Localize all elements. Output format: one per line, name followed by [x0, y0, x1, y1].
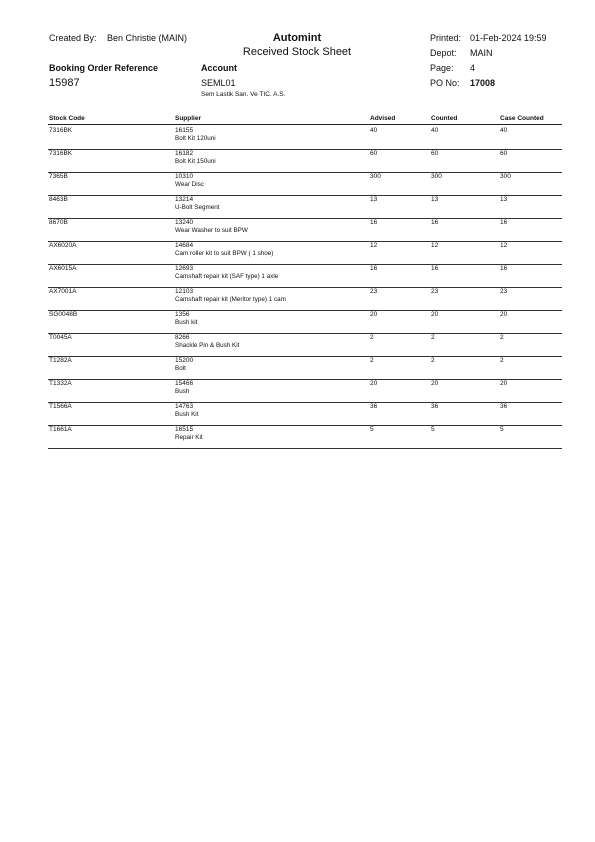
stock-code-cell: 8463B — [49, 196, 68, 203]
stock-code-cell: SG0048B — [49, 311, 78, 318]
depot-label: Depot: — [430, 48, 457, 58]
supplier-cell — [175, 265, 278, 281]
stock-code-cell: T1282A — [49, 357, 72, 364]
table-row — [48, 333, 562, 357]
counted-cell: 2 — [431, 357, 435, 364]
counted-cell: 16 — [431, 265, 439, 272]
supplier-number: 15200 — [175, 357, 194, 364]
supplier-number: 12693 — [175, 265, 194, 272]
booking-ref-label: Booking Order Reference — [49, 63, 159, 73]
item-description: Bolt Kit 150uni — [175, 158, 216, 165]
item-description: Bush Kit — [175, 411, 199, 418]
counted-cell: 20 — [431, 311, 439, 318]
stock-code-cell: 7316BK — [49, 150, 73, 157]
case-counted-cell: 36 — [500, 403, 508, 410]
account-name: Sem Lastik San. Ve TIC. A.S. — [201, 91, 286, 98]
case-counted-cell: 16 — [500, 265, 508, 272]
advised-cell: 300 — [370, 173, 381, 180]
item-description: Bolt — [175, 365, 186, 372]
page-value: 4 — [470, 63, 476, 73]
case-counted-cell: 2 — [500, 357, 504, 364]
counted-cell: 16 — [431, 219, 439, 226]
table-row — [48, 425, 562, 449]
counted-cell: 20 — [431, 380, 439, 387]
counted-cell: 12 — [431, 242, 439, 249]
po-value: 17008 — [470, 78, 496, 88]
advised-cell: 60 — [370, 150, 378, 157]
page-label: Page: — [430, 63, 454, 73]
supplier-number: 16155 — [175, 127, 194, 134]
supplier-number: 12103 — [175, 288, 194, 295]
stock-code-cell: 8670B — [49, 219, 68, 226]
item-description: Wear Disc — [175, 181, 204, 188]
advised-cell: 20 — [370, 311, 378, 318]
supplier-number: 16515 — [175, 426, 194, 433]
case-counted-cell: 300 — [500, 173, 511, 180]
advised-cell: 2 — [370, 334, 374, 341]
supplier-number: 15466 — [175, 380, 194, 387]
item-description: Camshaft repair kit (SAF type) 1 axle — [175, 273, 279, 280]
advised-cell: 20 — [370, 380, 378, 387]
printed-value: 01-Feb-2024 19:59 — [470, 33, 547, 43]
advised-cell: 16 — [370, 219, 378, 226]
stock-code-cell: AX6015A — [49, 265, 77, 272]
case-counted-cell: 12 — [500, 242, 508, 249]
case-counted-cell: 16 — [500, 219, 508, 226]
company-name: Automint — [272, 32, 322, 44]
created-by-label: Created By: — [49, 33, 97, 43]
account-code: SEML01 — [201, 78, 236, 88]
advised-cell: 16 — [370, 265, 378, 272]
table-row — [48, 264, 562, 288]
counted-cell: 60 — [431, 150, 439, 157]
stock-code-cell: 7316BK — [49, 127, 73, 134]
table-row — [48, 379, 562, 403]
item-description: Bush — [175, 388, 190, 395]
supplier-cell — [175, 219, 248, 235]
stock-code-cell: 7365B — [49, 173, 68, 180]
supplier-cell — [175, 426, 203, 442]
case-counted-cell: 23 — [500, 288, 508, 295]
header-divider — [48, 124, 562, 125]
counted-cell: 300 — [431, 173, 442, 180]
column-header-supplier: Supplier — [175, 115, 202, 122]
table-row — [48, 287, 562, 311]
table-row — [48, 241, 562, 265]
stock-code-cell: AX7001A — [49, 288, 77, 295]
table-row — [48, 402, 562, 426]
supplier-cell — [175, 380, 193, 396]
stock-code-cell: T1332A — [49, 380, 72, 387]
column-header-advised: Advised — [370, 115, 396, 122]
table-row — [48, 310, 562, 334]
supplier-number: 8266 — [175, 334, 190, 341]
item-description: Repair Kit — [175, 434, 203, 441]
item-description: Cam roller kit to suit BPW ( 1 shoe) — [175, 250, 274, 257]
supplier-cell — [175, 242, 273, 258]
stock-code-cell: T1566A — [49, 403, 72, 410]
supplier-cell — [175, 288, 286, 304]
column-header-counted: Counted — [431, 115, 458, 122]
supplier-number: 13240 — [175, 219, 194, 226]
supplier-cell — [175, 127, 216, 143]
case-counted-cell: 40 — [500, 127, 508, 134]
stock-code-cell: T1661A — [49, 426, 72, 433]
advised-cell: 5 — [370, 426, 374, 433]
advised-cell: 2 — [370, 357, 374, 364]
item-description: Bush kit — [175, 319, 198, 326]
supplier-cell — [175, 357, 193, 373]
counted-cell: 5 — [431, 426, 435, 433]
table-row — [48, 126, 562, 150]
supplier-cell — [175, 403, 198, 419]
advised-cell: 12 — [370, 242, 378, 249]
table-row — [48, 218, 562, 242]
column-header-stock-code: Stock Code — [49, 115, 85, 122]
supplier-cell — [175, 173, 204, 189]
counted-cell: 2 — [431, 334, 435, 341]
counted-cell: 40 — [431, 127, 439, 134]
advised-cell: 13 — [370, 196, 378, 203]
supplier-number: 13214 — [175, 196, 194, 203]
created-by-value: Ben Christie (MAIN) — [107, 33, 188, 43]
table-row — [48, 172, 562, 196]
supplier-number: 16182 — [175, 150, 194, 157]
supplier-number: 10310 — [175, 173, 194, 180]
advised-cell: 36 — [370, 403, 378, 410]
stock-code-cell: AX6020A — [49, 242, 77, 249]
item-description: Bolt Kit 120uni — [175, 135, 216, 142]
table-row — [48, 149, 562, 173]
counted-cell: 23 — [431, 288, 439, 295]
item-description: U-Bolt Segment — [175, 204, 220, 211]
case-counted-cell: 13 — [500, 196, 508, 203]
item-description: Wear Washer to suit BPW — [175, 227, 248, 234]
supplier-number: 1356 — [175, 311, 190, 318]
advised-cell: 40 — [370, 127, 378, 134]
advised-cell: 23 — [370, 288, 378, 295]
supplier-cell — [175, 334, 239, 350]
counted-cell: 36 — [431, 403, 439, 410]
case-counted-cell: 60 — [500, 150, 508, 157]
printed-label: Printed: — [430, 33, 462, 43]
case-counted-cell: 2 — [500, 334, 504, 341]
item-description: Camshaft repair kit (Meritor type) 1 cam — [175, 296, 286, 303]
supplier-number: 14763 — [175, 403, 194, 410]
page-title: Received Stock Sheet — [242, 46, 352, 58]
supplier-cell — [175, 196, 219, 212]
stock-code-cell: T0045A — [49, 334, 72, 341]
po-label: PO No: — [430, 78, 460, 88]
table-row — [48, 195, 562, 219]
supplier-cell — [175, 311, 197, 327]
case-counted-cell: 5 — [500, 426, 504, 433]
item-description: Shackle Pin & Bush Kit — [175, 342, 240, 349]
depot-value: MAIN — [470, 48, 493, 58]
supplier-number: 14684 — [175, 242, 194, 249]
supplier-cell — [175, 150, 216, 166]
column-header-case-counted: Case Counted — [500, 115, 544, 122]
booking-ref-value: 15987 — [49, 77, 80, 89]
case-counted-cell: 20 — [500, 311, 508, 318]
table-row — [48, 356, 562, 380]
case-counted-cell: 20 — [500, 380, 508, 387]
counted-cell: 13 — [431, 196, 439, 203]
account-label: Account — [201, 63, 237, 73]
